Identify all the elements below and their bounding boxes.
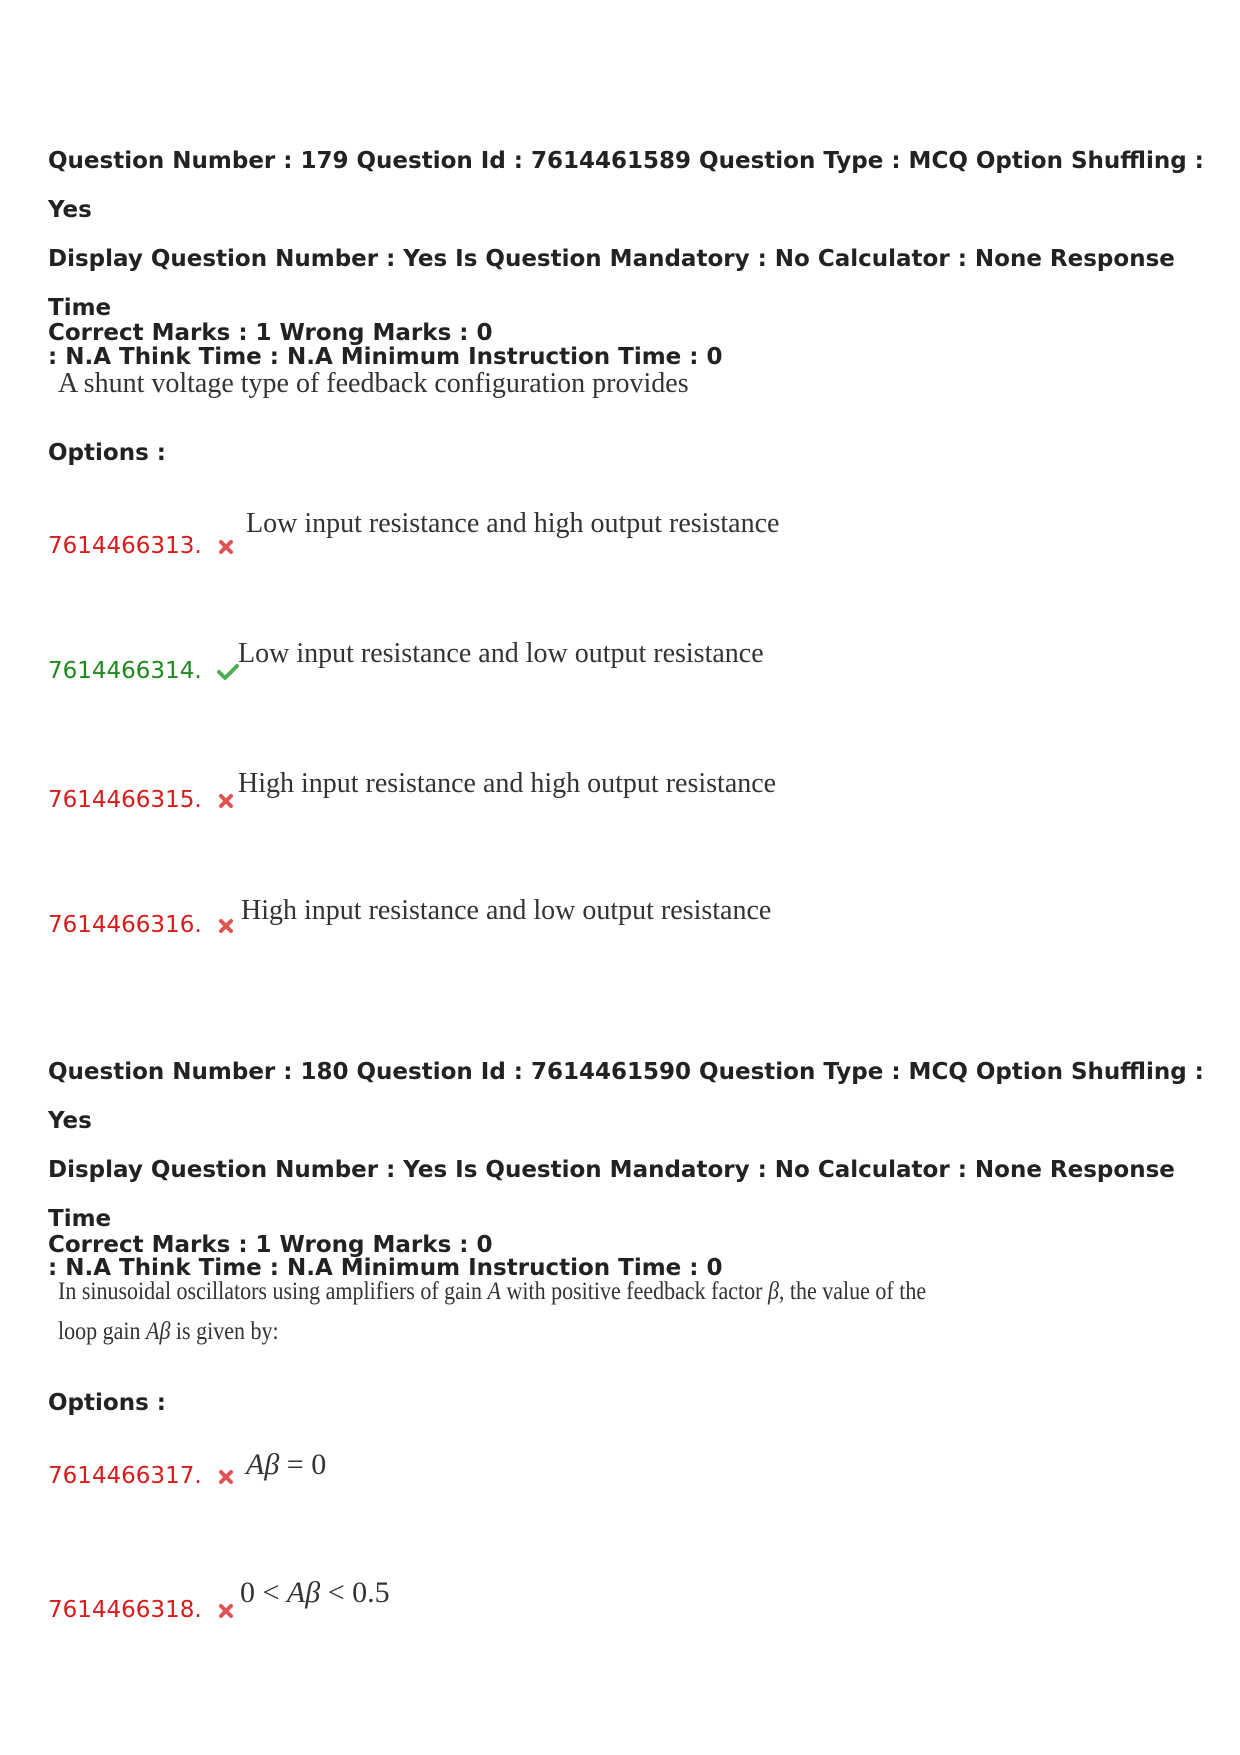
option-text: High input resistance and high output resistance	[238, 768, 777, 799]
meta-line: Question Number : 179 Question Id : 7614461589 Question Type : MCQ Option Shuffling : Yes	[48, 148, 1204, 223]
option-7614466315	[48, 787, 235, 813]
meta-line: Display Question Number : Yes Is Question Mandatory : No Calculator : None Response Time	[48, 246, 1175, 321]
meta-line: Display Question Number : Yes Is Question Mandatory : No Calculator : None Response Time	[48, 1157, 1175, 1232]
check-icon	[217, 663, 239, 681]
stem-line: In sinusoidal oscillators using amplifiers of gain A with positive feedback factor β, the value of the	[58, 1278, 927, 1305]
meta-line: : N.A Think Time : N.A Minimum Instruction Time : 0	[48, 1255, 723, 1281]
cross-icon	[217, 538, 235, 556]
option-7614466314	[48, 658, 239, 684]
question-180-options-label: Options :	[48, 1390, 166, 1416]
meta-line: : N.A Think Time : N.A Minimum Instruction Time : 0	[48, 344, 723, 370]
cross-icon	[217, 917, 235, 935]
option-id: 7614466314.	[48, 658, 202, 684]
question-179-options-label: Options :	[48, 440, 166, 466]
option-id: 7614466318.	[48, 1597, 202, 1623]
option-id: 7614466316.	[48, 912, 202, 938]
option-text: Low input resistance and low output resistance	[238, 638, 764, 669]
option-text: Low input resistance and high output resistance	[246, 508, 780, 539]
cross-icon	[217, 792, 235, 810]
question-179-stem: A shunt voltage type of feedback configuration provides	[58, 368, 689, 399]
option-id: 7614466313.	[48, 533, 202, 559]
meta-line: Question Number : 180 Question Id : 7614461590 Question Type : MCQ Option Shuffling : Yes	[48, 1059, 1204, 1134]
option-id: 7614466317.	[48, 1463, 202, 1489]
option-7614466318	[48, 1597, 235, 1623]
option-7614466317	[48, 1463, 235, 1489]
cross-icon	[217, 1468, 235, 1486]
option-expression: Aβ = 0	[246, 1448, 327, 1481]
option-id: 7614466315.	[48, 787, 202, 813]
question-179-marks: Correct Marks : 1 Wrong Marks : 0	[48, 320, 493, 346]
option-expression: 0 < Aβ < 0.5	[240, 1576, 390, 1609]
option-text: High input resistance and low output resistance	[241, 895, 772, 926]
question-180-stem	[58, 1272, 927, 1352]
option-7614466313	[48, 533, 235, 559]
question-180-marks: Correct Marks : 1 Wrong Marks : 0	[48, 1232, 493, 1258]
stem-line: loop gain Aβ is given by:	[58, 1318, 279, 1345]
option-7614466316	[48, 912, 235, 938]
cross-icon	[217, 1602, 235, 1620]
